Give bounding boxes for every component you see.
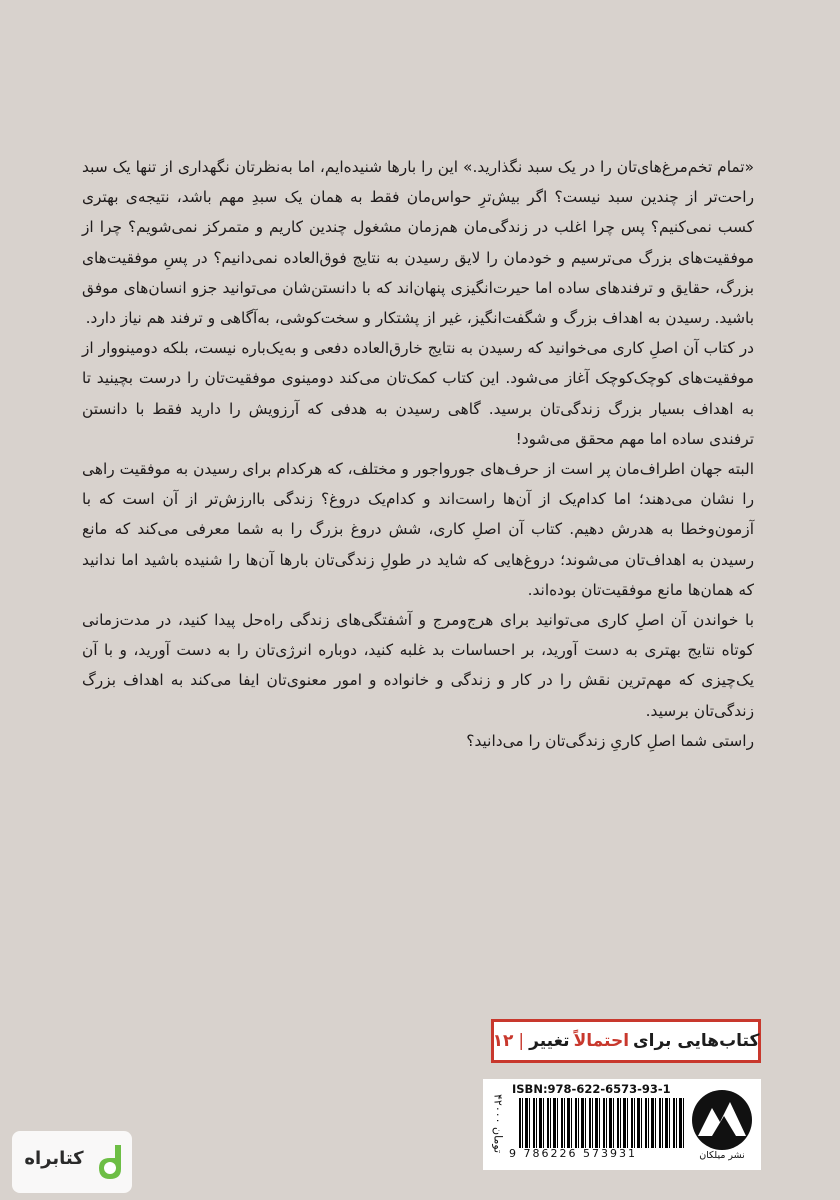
series-accent-word: احتمالاً	[573, 1031, 630, 1051]
price-label: ۴۲۰۰۰ تومان	[491, 1094, 505, 1154]
barcode-number: 9 786226 573931	[509, 1147, 637, 1160]
series-prefix: کتاب‌هایی برای	[633, 1031, 760, 1051]
description-paragraph-3: البته جهان اطراف‌مان پر است از حرف‌های جورواجور و مختلف، که هرکدام برای رسیدن به موفقیت راهی را نشان می‌دهند؛ اما کدام‌یک از آن‌ها راست‌اند و کدام‌یک دروغ؟ زندگی باارزش‌تر از آن است که با آزمون‌وخطا به هدرش دهیم. کتاب آن اصلِ کاری، شش دروغ بزرگ را به شما معرفی می‌کند که مانع رسیدن به اهداف‌تان می‌شوند؛ دروغ‌هایی که شاید در طولِ زندگی‌تان بارها آن‌ها را شنیده باشید اما ندانید که همان‌ها مانع موفقیت‌تان بوده‌اند.	[82, 460, 754, 599]
series-divider: |	[518, 1031, 525, 1051]
barcode-bars	[519, 1098, 684, 1148]
publisher-name: نشر میلکان	[699, 1150, 745, 1161]
series-number: ۱۲	[492, 1031, 514, 1051]
isbn-label: ISBN:978-622-6573-93-1	[512, 1082, 671, 1096]
series-banner	[491, 1019, 761, 1063]
watermark-badge	[12, 1131, 132, 1193]
back-cover-description	[82, 152, 754, 756]
description-paragraph-2: در کتاب آن اصلِ کاری می‌خوانید که رسیدن به نتایج خارق‌العاده دفعی و به‌یک‌باره نیست، بلکه دومینووار از موفقیت‌های کوچک‌کوچک آغاز می‌شود. این کتاب کمک‌تان می‌کند دومینوی موفقیت‌تان را درست بچینید تا به اهداف بسیار بزرگ زندگی‌تان برسید. گاهی رسیدن به هدفی که آرزویش را دارید فقط با دانستن ترفندی ساده اما مهم محقق می‌شود!	[82, 339, 754, 448]
watermark-text: کتابراه	[24, 1148, 84, 1169]
description-paragraph-5: راستی شما اصلِ کاریِ زندگی‌تان را می‌دانید؟	[466, 731, 754, 750]
description-paragraph-1: «تمام تخم‌مرغ‌های‌تان را در یک سبد نگذارید.» این را بارها شنیده‌ایم، اما به‌نظرتان نگهداری از تنها یک سبد راحت‌تر از چندین سبد نیست؟ اگر بیش‌ترِ حواس‌مان فقط به همان یک سبدِ مهم باشد، نتیجه‌ی بهتری کسب نمی‌کنیم؟ پس چرا اغلب در زندگی‌مان هم‌زمان مشغول چندین کاریم و متمرکز نمی‌شویم؟ چرا از موفقیت‌های بزرگ می‌ترسیم و خودمان را لایق رسیدن به نتایج فوق‌العاده نمی‌دانیم؟ در پسِ موفقیت‌های بزرگ، حقایق و ترفندهای ساده اما حیرت‌انگیزی پنهان‌اند که با دانستن‌شان می‌توانید جزو انسان‌های موفق باشید. رسیدن به اهداف بزرگ و شگفت‌انگیز، غیر از پشتکار و سخت‌کوشی، به‌آگاهی و ترفند هم نیاز دارد.	[82, 158, 754, 328]
description-paragraph-4: با خواندن آن اصلِ کاری می‌توانید برای هرج‌ومرج و آشفتگی‌های زندگی راه‌حل پیدا کنید، در مدت‌زمانی کوتاه نتایج بهتری به دست آورید، بر احساسات بد غلبه کنید، دوباره انرژی‌تان را به دست آورید، و با آن یک‌چیزی که مهم‌ترین نقش را در کار و زندگی و خانواده و امور معنوی‌تان ایفا می‌کند به اهداف بزرگ زندگی‌تان برسید.	[82, 611, 754, 720]
series-suffix: تغییر	[529, 1031, 570, 1051]
ketabrah-logo-icon	[91, 1141, 129, 1183]
